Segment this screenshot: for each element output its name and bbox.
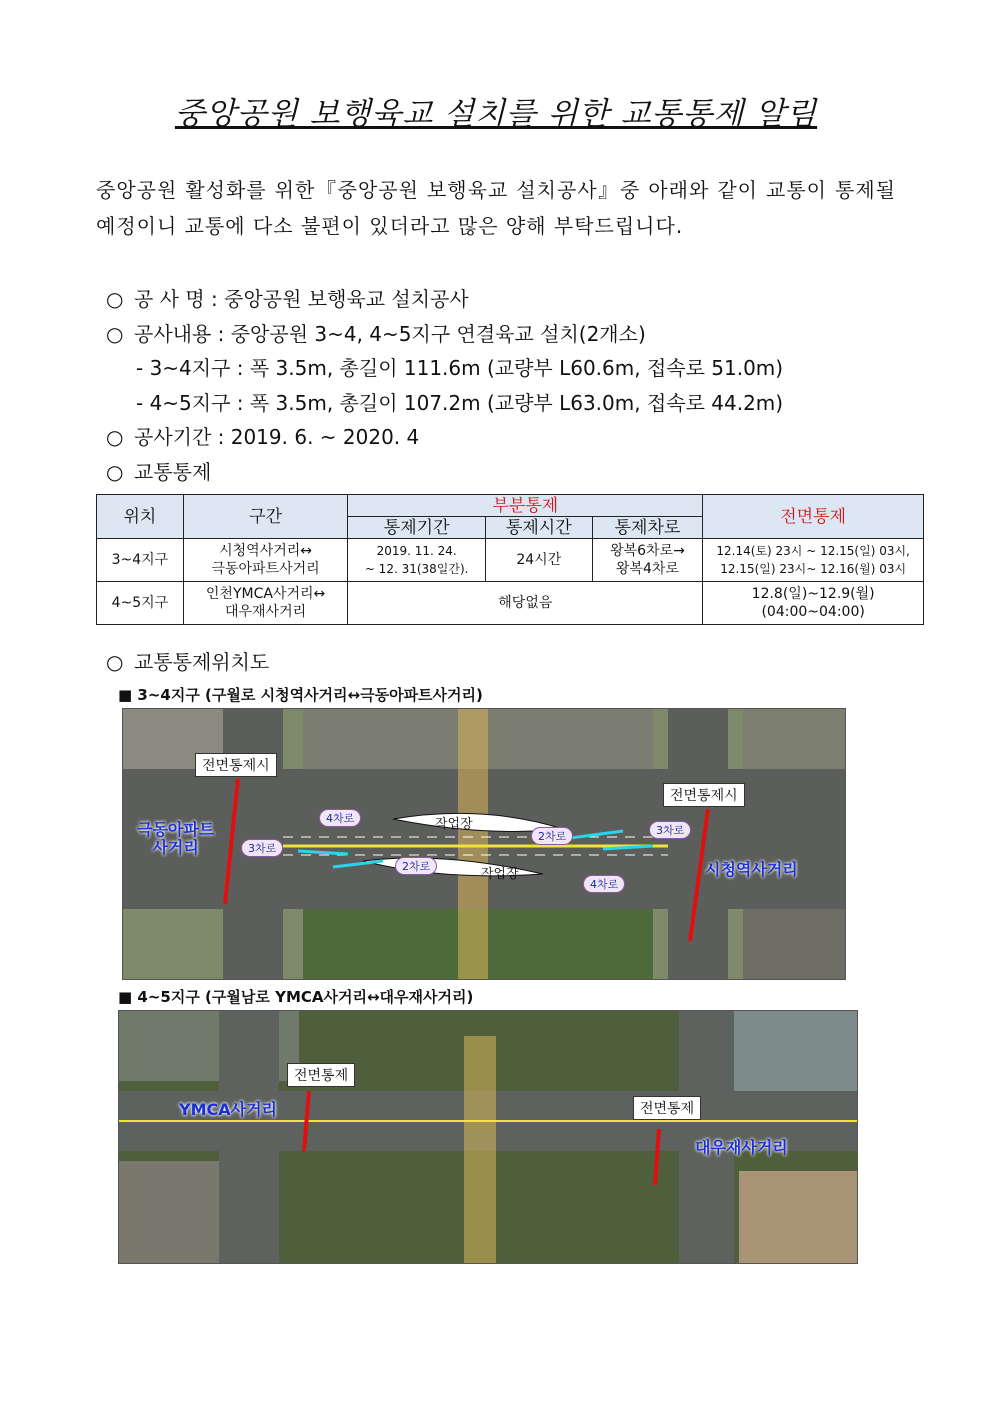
cell-location: 3~4지구 bbox=[97, 539, 184, 582]
traffic-control-table bbox=[96, 494, 924, 625]
header-full-control: 전면통제 bbox=[703, 495, 924, 539]
header-location: 위치 bbox=[97, 495, 184, 539]
map2-caption: ■ 4~5지구 (구월남로 YMCA사거리↔대우재사거리) bbox=[118, 988, 474, 1006]
circle-bullet-icon: ○ bbox=[106, 650, 124, 674]
map1-place-left: 극동아파트 사거리 bbox=[137, 820, 215, 857]
map1-lane-badge: 3차로 bbox=[241, 839, 283, 857]
header-time: 통제시간 bbox=[485, 517, 592, 539]
map1-work-zone-label: 작업장 bbox=[435, 817, 473, 832]
map1-closure-label-right: 전면통제시 bbox=[663, 783, 745, 807]
map1-lane-badge: 3차로 bbox=[649, 821, 691, 839]
item-project-period: ○ 공사기간 : 2019. 6. ~ 2020. 4 bbox=[106, 425, 420, 449]
item-map-heading: ○ 교통통제위치도 bbox=[106, 650, 270, 674]
circle-bullet-icon: ○ bbox=[106, 460, 124, 484]
circle-bullet-icon: ○ bbox=[106, 322, 124, 346]
map1-lane-badge: 4차로 bbox=[319, 809, 361, 827]
item-project-content: ○ 공사내용 : 중앙공원 3~4, 4~5지구 연결육교 설치(2개소) bbox=[106, 322, 646, 346]
map1-place-right: 시청역사거리 bbox=[705, 860, 798, 879]
map1-lane-badge: 2차로 bbox=[395, 857, 437, 875]
cell-partial-none: 해당없음 bbox=[348, 582, 703, 625]
sub-item-zone-3-4: - 3~4지구 : 폭 3.5m, 총길이 111.6m (교량부 L60.6m, 접속로 51.0m) bbox=[136, 356, 784, 380]
map2-closure-label-right: 전면통제 bbox=[633, 1096, 701, 1120]
map1-work-zone-label: 작업장 bbox=[481, 867, 519, 882]
cell-lanes: 왕복6차로→ 왕복4차로 bbox=[592, 539, 703, 582]
map2-aerial-photo bbox=[118, 1010, 858, 1264]
header-partial-control: 부분통제 bbox=[348, 495, 703, 517]
intro-paragraph: 중앙공원 활성화를 위한『중앙공원 보행육교 설치공사』중 아래와 같이 교통이 통제될 예정이니 교통에 다소 불편이 있더라고 많은 양해 부탁드립니다. bbox=[96, 178, 896, 238]
item-project-name: ○ 공 사 명 : 중앙공원 보행육교 설치공사 bbox=[106, 287, 469, 311]
circle-bullet-icon: ○ bbox=[106, 425, 124, 449]
cell-full-control: 12.14(토) 23시 ~ 12.15(일) 03시, 12.15(일) 23시~ 12.16(월) 03시 bbox=[703, 539, 924, 582]
map2-place-left: YMCA사거리 bbox=[179, 1100, 278, 1119]
map2-place-right: 대우재사거리 bbox=[695, 1138, 788, 1157]
map1-aerial-photo bbox=[122, 708, 846, 980]
cell-period: 2019. 11. 24. ~ 12. 31(38일간). bbox=[348, 539, 486, 582]
cell-location: 4~5지구 bbox=[97, 582, 184, 625]
header-lanes: 통제차로 bbox=[592, 517, 703, 539]
map2-closure-label-left: 전면통제 bbox=[287, 1063, 355, 1087]
map1-closure-label-left: 전면통제시 bbox=[195, 753, 277, 777]
header-period: 통제기간 bbox=[348, 517, 486, 539]
cell-section: 인천YMCA사거리↔ 대우재사거리 bbox=[183, 582, 348, 625]
map1-lane-badge: 4차로 bbox=[583, 875, 625, 893]
cell-time: 24시간 bbox=[485, 539, 592, 582]
map1-lane-badge: 2차로 bbox=[531, 827, 573, 845]
circle-bullet-icon: ○ bbox=[106, 287, 124, 311]
sub-item-zone-4-5: - 4~5지구 : 폭 3.5m, 총길이 107.2m (교량부 L63.0m, 접속로 44.2m) bbox=[136, 391, 784, 415]
cell-section: 시청역사거리↔ 극동아파트사거리 bbox=[183, 539, 348, 582]
cell-full-control: 12.8(일)~12.9(월) (04:00~04:00) bbox=[703, 582, 924, 625]
map1-caption: ■ 3~4지구 (구월로 시청역사거리↔극동아파트사거리) bbox=[118, 686, 483, 704]
map1-drawing bbox=[123, 709, 845, 979]
page-title: 중앙공원 보행육교 설치를 위한 교통통제 알림 bbox=[174, 96, 818, 132]
map2-drawing bbox=[119, 1011, 857, 1263]
item-traffic-control: ○ 교통통제 bbox=[106, 460, 212, 484]
header-section: 구간 bbox=[183, 495, 348, 539]
